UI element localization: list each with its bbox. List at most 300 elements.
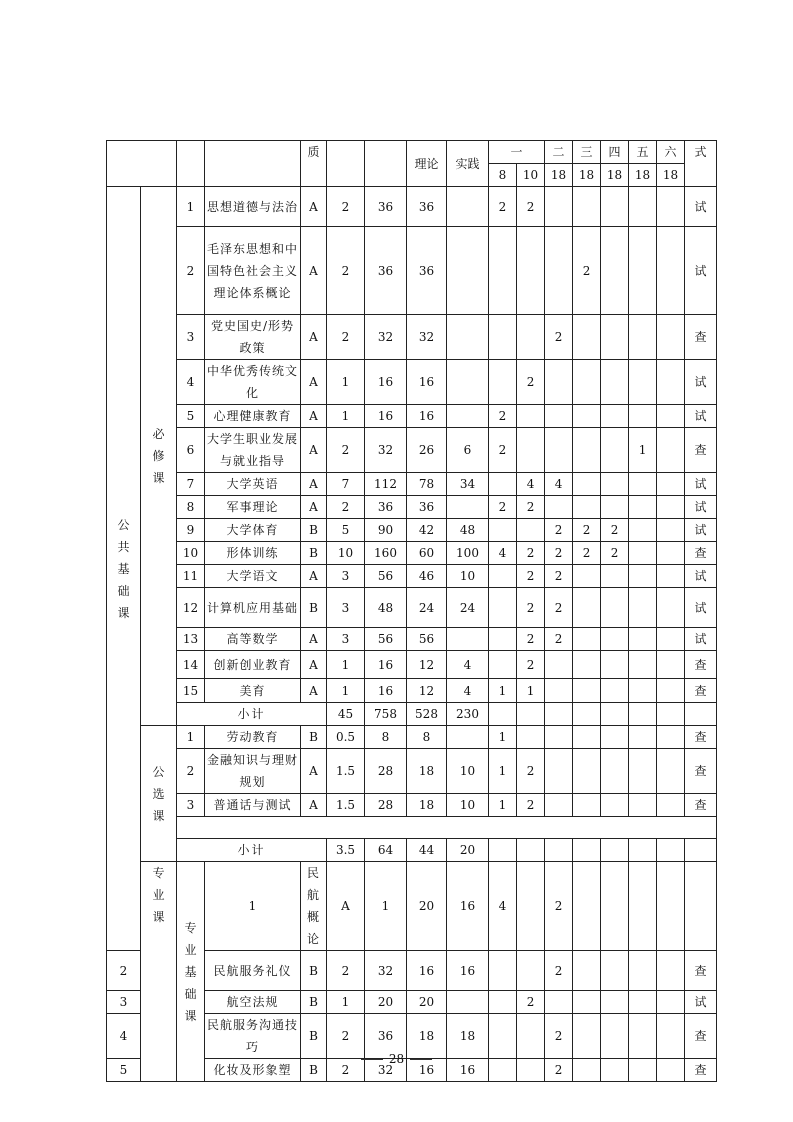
course-no-cell: 3 [177,794,205,817]
practice-hours-cell: 100 [447,542,489,565]
theory-hours-cell: 12 [407,651,447,679]
subtotal-practice-cell: 20 [447,839,489,862]
semester-1b-cell: 4 [517,473,545,496]
hours-cell: 20 [407,862,447,951]
semester-1a-cell [489,628,517,651]
header-type-cell: 质 [301,141,327,187]
semester-1b-cell: 2 [517,542,545,565]
table-body [107,141,717,1082]
semester-1b-cell [517,726,545,749]
header-semester-3-cell: 三 [573,141,601,164]
blank-cell [177,817,717,839]
credits-cell: 3 [327,588,365,628]
course-name-cell: 中华优秀传统文化 [205,360,301,405]
theory-hours-cell: 18 [407,749,447,794]
practice-hours-cell: 16 [447,951,489,991]
page-footer [0,1052,793,1066]
semester-1a-cell [489,360,517,405]
assessment-cell: 查 [685,794,717,817]
course-row [107,679,717,703]
course-type-cell: B [301,519,327,542]
semester-1a-cell [517,862,545,951]
practice-hours-cell: 18 [447,1014,489,1059]
practice-hours-cell: 6 [447,428,489,473]
course-no-cell: 13 [177,628,205,651]
hours-cell: 16 [365,405,407,428]
course-type-cell: B [301,1059,327,1082]
course-name-cell: 大学语文 [205,565,301,588]
header-semester-6-cell: 六 [657,141,685,164]
semester-5-cell [629,565,657,588]
practice-hours-cell [447,496,489,519]
semester-4-cell [601,187,629,227]
course-no-cell: 7 [177,473,205,496]
theory-hours-cell: 16 [407,1059,447,1082]
header-semester-4-cell: 四 [601,141,629,164]
course-name-cell: 高等数学 [205,628,301,651]
semester-5-cell [629,651,657,679]
semester-4-cell [601,473,629,496]
semester-3-cell [573,991,601,1014]
semester-2-cell [545,679,573,703]
course-row [107,588,717,628]
semester-3-cell [573,588,601,628]
semester-2-cell: 2 [545,542,573,565]
semester-3-cell: 2 [573,519,601,542]
hours-cell: 28 [365,794,407,817]
credits-cell: 1 [327,405,365,428]
hours-cell: 32 [365,315,407,360]
theory-hours-cell: 24 [407,588,447,628]
course-name-cell: 心理健康教育 [205,405,301,428]
course-no-cell: 10 [177,542,205,565]
course-name-cell: 化妆及形象塑 [205,1059,301,1082]
semester-2-cell: 4 [545,473,573,496]
credits-cell: 2 [327,315,365,360]
semester-1b-cell [517,405,545,428]
course-type-cell: A [301,473,327,496]
practice-hours-cell: 24 [447,588,489,628]
subtotal-empty-cell [685,703,717,726]
course-type-cell: A [301,749,327,794]
course-row [107,726,717,749]
required-group-text: 必 修 课 [152,427,165,485]
header-semester-5-cell: 五 [629,141,657,164]
practice-hours-cell: 4 [447,679,489,703]
subtotal-empty-cell [489,703,517,726]
semester-1b-cell: 2 [517,628,545,651]
hours-cell: 90 [365,519,407,542]
course-name-cell: 劳动教育 [205,726,301,749]
hours-cell: 28 [365,749,407,794]
course-type-cell: A [301,187,327,227]
hours-cell: 56 [365,628,407,651]
semester-6-cell [657,428,685,473]
hours-cell: 48 [365,588,407,628]
theory-hours-cell: 18 [407,794,447,817]
semester-2-cell [573,862,601,951]
course-row [107,628,717,651]
semester-1b-cell [517,315,545,360]
course-row [107,565,717,588]
credits-cell: 1 [327,679,365,703]
semester-1a-cell [489,519,517,542]
course-type-cell: B [301,726,327,749]
semester-2-cell [545,726,573,749]
practice-hours-cell [447,991,489,1014]
subtotal-empty-cell [573,839,601,862]
semester-1a-cell [489,951,517,991]
header-semester-2-cell: 二 [545,141,573,164]
course-no-cell: 14 [177,651,205,679]
practice-hours-cell [447,726,489,749]
semester-1b-cell: 2 [517,565,545,588]
semester-5-cell [629,360,657,405]
practice-hours-cell: 34 [447,473,489,496]
credits-cell: 2 [327,496,365,519]
semester-1a-cell: 1 [489,794,517,817]
credits-cell: 1 [365,862,407,951]
assessment-cell: 查 [685,1014,717,1059]
semester-5-cell [629,405,657,428]
semester-5-cell [629,473,657,496]
professional-group [141,862,177,1082]
semester-1a-cell [489,227,517,315]
semester-6-cell [657,651,685,679]
theory-hours-cell: 16 [447,862,489,951]
footer-dash-right [410,1059,432,1060]
header-category-cell [107,141,177,187]
course-type-cell: B [301,951,327,991]
course-row [107,428,717,473]
semester-5-cell [629,519,657,542]
credits-cell: 2 [327,951,365,991]
semester-5-cell [629,679,657,703]
course-name-cell: 民航概论 [301,862,327,951]
semester-2-cell: 2 [545,951,573,991]
semester-6-cell [657,951,685,991]
semester-1b-cell [517,227,545,315]
semester-3-cell [573,651,601,679]
professional-basic-group [177,862,205,1082]
semester-4-cell [601,588,629,628]
semester-6-cell [657,405,685,428]
semester-1a-cell [489,315,517,360]
semester-6-cell [657,588,685,628]
practice-hours-cell [447,315,489,360]
theory-hours-cell: 56 [407,628,447,651]
course-row [107,405,717,428]
semester-5-cell [629,749,657,794]
semester-6-cell [657,794,685,817]
course-row [107,519,717,542]
semester-2-cell [545,749,573,794]
subtotal-theory-cell: 44 [407,839,447,862]
course-type-cell: B [301,588,327,628]
elective-group-text: 公 选 课 [152,764,165,823]
credits-cell: 10 [327,542,365,565]
course-type-cell: A [301,360,327,405]
semester-3-cell: 2 [573,227,601,315]
practice-hours-cell: 48 [447,519,489,542]
semester-1a-cell [489,588,517,628]
curriculum-table [106,140,717,1082]
course-no-cell: 11 [177,565,205,588]
course-name-cell: 美育 [205,679,301,703]
semester-5-cell [629,496,657,519]
course-name-cell: 大学英语 [205,473,301,496]
theory-hours-cell: 36 [407,227,447,315]
practice-hours-cell [447,360,489,405]
semester-1b-cell: 2 [517,588,545,628]
semester-1a-cell: 1 [489,749,517,794]
credits-cell: 2 [327,428,365,473]
practice-hours-cell [447,628,489,651]
credits-cell: 7 [327,473,365,496]
semester-4-cell [601,360,629,405]
assessment-cell: 试 [685,565,717,588]
semester-1b-cell [517,951,545,991]
practice-hours-cell: 10 [447,749,489,794]
course-name-cell: 航空法规 [205,991,301,1014]
assessment-cell: 试 [685,991,717,1014]
course-row [107,496,717,519]
semester-6-cell [657,227,685,315]
page-number: 28 [388,1052,405,1066]
theory-hours-cell: 46 [407,565,447,588]
semester-2-cell [545,428,573,473]
subtotal-label: 小计 [177,703,327,726]
semester-1b-cell: 2 [517,794,545,817]
course-name-cell: 毛泽东思想和中国特色社会主义理论体系概论 [205,227,301,315]
semester-6-cell [657,749,685,794]
credits-cell: 2 [327,1014,365,1059]
semester-1a-cell: 2 [489,187,517,227]
semester-2-cell [545,187,573,227]
public-foundation-group [107,187,141,951]
assessment-cell: 查 [685,679,717,703]
semester-3-cell [573,565,601,588]
course-no-cell: 4 [107,1014,141,1059]
course-row [107,794,717,817]
credits-cell: 2 [327,227,365,315]
course-no-cell: 12 [177,588,205,628]
semester-5-cell [629,794,657,817]
assessment-cell: 试 [685,496,717,519]
header-hours-cell [365,141,407,187]
course-name-cell: 大学体育 [205,519,301,542]
subtotal-hours-cell: 758 [365,703,407,726]
course-name-cell: 形体训练 [205,542,301,565]
semester-4-cell [601,428,629,473]
course-type-cell: B [301,542,327,565]
semester-6-cell [657,187,685,227]
assessment-cell: 查 [685,542,717,565]
course-name-cell: 创新创业教育 [205,651,301,679]
assessment-cell: 查 [685,726,717,749]
course-no-cell: 1 [177,726,205,749]
course-type-cell: B [301,991,327,1014]
course-row [107,862,717,951]
subtotal-empty-cell [657,839,685,862]
semester-5-cell: 1 [629,428,657,473]
header-credits-cell [327,141,365,187]
semester-5-cell [629,227,657,315]
subtotal-empty-cell [573,703,601,726]
subtotal-practice-cell: 230 [447,703,489,726]
semester-1a-cell: 2 [489,496,517,519]
hours-cell: 16 [365,679,407,703]
semester-3-cell [573,679,601,703]
semester-1b-cell: 2 [517,991,545,1014]
semester-2-cell: 2 [545,1059,573,1082]
course-row [107,749,717,794]
course-type-cell: A [301,496,327,519]
required-group [141,187,177,726]
subtotal-label: 小计 [177,839,327,862]
assessment-cell: 试 [685,519,717,542]
semester-4-cell [601,726,629,749]
semester-1b-cell: 1 [517,679,545,703]
semester-5-cell [629,542,657,565]
theory-hours-cell: 36 [407,187,447,227]
semester-1a-cell: 2 [489,428,517,473]
hours-cell: 16 [365,651,407,679]
header-no-cell [177,141,205,187]
credits-cell: 0.5 [327,726,365,749]
assessment-cell: 查 [685,1059,717,1082]
semester-5-cell [629,951,657,991]
semester-3-cell [601,862,629,951]
semester-4-cell [601,679,629,703]
header-practice-cell: 实践 [447,141,489,187]
header-weeks-cell: 18 [629,164,657,187]
semester-3-cell [573,360,601,405]
assessment-cell: 试 [685,628,717,651]
theory-hours-cell: 18 [407,1014,447,1059]
header-weeks-cell: 10 [517,164,545,187]
semester-1b-cell: 2 [517,360,545,405]
semester-1a-cell [489,565,517,588]
header-row [107,141,717,164]
practice-hours-cell: 10 [447,794,489,817]
course-name-cell: 军事理论 [205,496,301,519]
subtotal-empty-cell [685,839,717,862]
practice-hours-cell: 4 [489,862,517,951]
elective-group [141,726,177,862]
subtotal-row [107,703,717,726]
semester-3-cell [573,628,601,651]
semester-3-cell: 2 [573,542,601,565]
credits-cell: 2 [327,187,365,227]
semester-1b-cell: 2 [545,862,573,951]
assessment-cell: 查 [685,749,717,794]
header-theory-cell: 理论 [407,141,447,187]
semester-4-cell [601,315,629,360]
semester-5-cell [629,726,657,749]
header-assessment-cell: 式 [685,141,717,187]
hours-cell: 16 [365,360,407,405]
semester-4-cell [601,651,629,679]
header-weeks-cell: 8 [489,164,517,187]
course-no-cell: 5 [177,405,205,428]
course-name-cell: 计算机应用基础 [205,588,301,628]
semester-3-cell [573,405,601,428]
semester-2-cell [545,651,573,679]
subtotal-theory-cell: 528 [407,703,447,726]
hours-cell: 36 [365,227,407,315]
semester-3-cell [573,951,601,991]
practice-hours-cell: 16 [447,1059,489,1082]
semester-6-cell [685,862,717,951]
course-no-cell: 1 [177,187,205,227]
semester-6-cell [657,360,685,405]
course-no-cell: 6 [177,428,205,473]
assessment-cell: 试 [685,405,717,428]
semester-1a-cell: 2 [489,405,517,428]
hours-cell: 36 [365,496,407,519]
course-type-cell: B [301,1014,327,1059]
semester-2-cell: 2 [545,588,573,628]
semester-6-cell [657,565,685,588]
hours-cell: 32 [365,428,407,473]
course-no-cell: 3 [177,315,205,360]
semester-2-cell: 2 [545,519,573,542]
hours-cell: 112 [365,473,407,496]
semester-3-cell [573,473,601,496]
credits-cell: 3 [327,565,365,588]
header-weeks-cell: 18 [657,164,685,187]
subtotal-empty-cell [657,703,685,726]
semester-5-cell [629,628,657,651]
semester-4-cell: 2 [601,542,629,565]
practice-hours-cell: 4 [447,651,489,679]
semester-3-cell [573,794,601,817]
course-row [107,542,717,565]
professional-basic-group-text: 专 业 基 础 课 [184,920,197,1023]
course-name-cell: 民航服务沟通技巧 [205,1014,301,1059]
course-row [107,187,717,227]
subtotal-empty-cell [601,703,629,726]
course-no-cell: 8 [177,496,205,519]
practice-hours-cell [447,187,489,227]
semester-1b-cell: 2 [517,651,545,679]
credits-cell: 1.5 [327,749,365,794]
course-row [107,473,717,496]
course-name-cell: 思想道德与法治 [205,187,301,227]
semester-1b-cell: 2 [517,187,545,227]
header-weeks-cell: 18 [573,164,601,187]
course-no-cell: 2 [177,749,205,794]
semester-4-cell [601,749,629,794]
course-no-cell: 2 [177,227,205,315]
hours-cell: 56 [365,565,407,588]
blank-row [107,817,717,839]
course-type-cell: A [301,794,327,817]
assessment-cell: 试 [685,588,717,628]
subtotal-empty-cell [629,703,657,726]
semester-2-cell: 2 [545,1014,573,1059]
semester-5-cell [629,588,657,628]
course-type-cell: A [301,651,327,679]
public-foundation-group-text: 公 共 基 础 课 [117,517,130,620]
semester-4-cell [601,951,629,991]
course-type-cell: A [327,862,365,951]
assessment-cell: 查 [685,315,717,360]
course-name-cell: 大学生职业发展与就业指导 [205,428,301,473]
semester-2-cell: 2 [545,315,573,360]
theory-hours-cell: 78 [407,473,447,496]
